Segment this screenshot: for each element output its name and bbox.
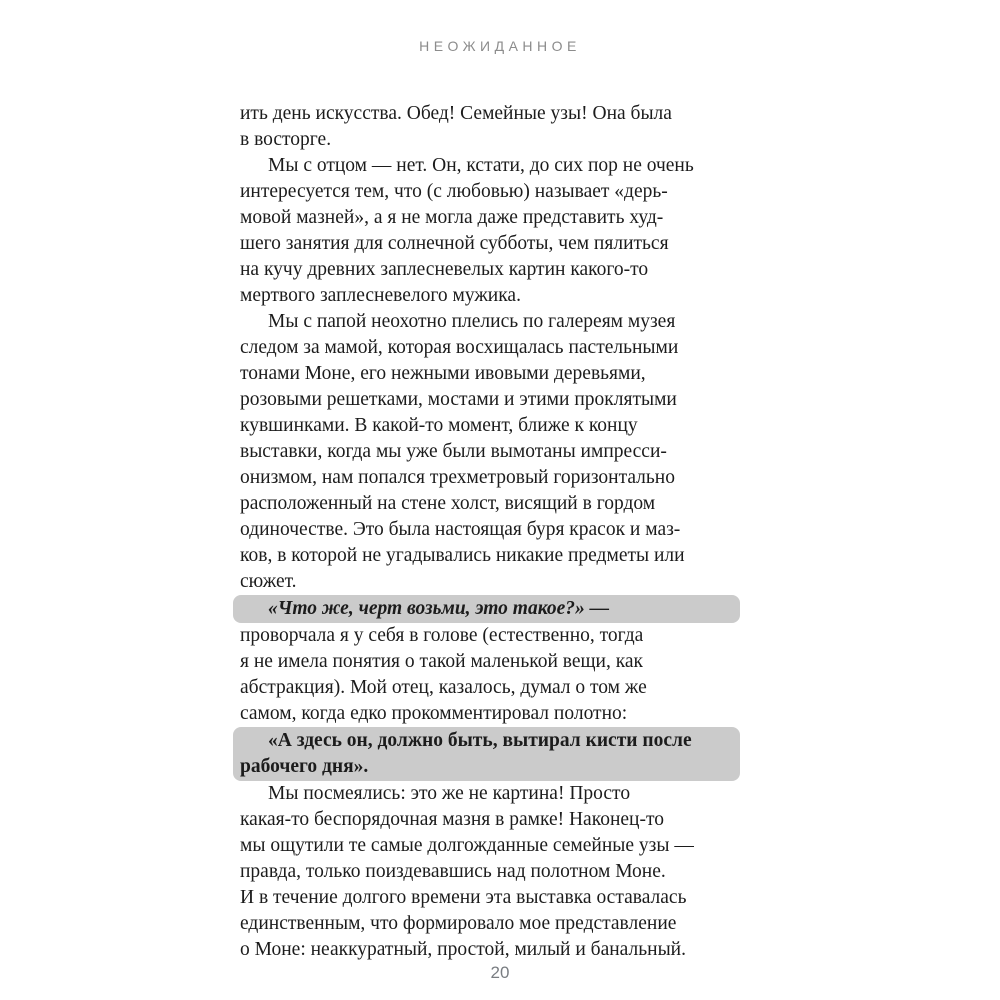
text-line: шего занятия для солнечной субботы, чем пялиться: [240, 233, 669, 254]
text-line: выставки, когда мы уже были вымотаны импресси-: [240, 441, 667, 462]
text-line: Мы с папой неохотно плелись по галереям музея: [268, 311, 676, 332]
text-line: абстракция). Мой отец, казалось, думал о том же: [240, 677, 647, 698]
text-line: Мы посмеялись: это же не картина! Просто: [268, 783, 631, 804]
paragraph: [240, 623, 770, 727]
text-line: я не имела понятия о такой маленькой вещи, как: [240, 651, 644, 672]
text-line: ков, в которой не угадывались никакие предметы или: [240, 545, 685, 566]
text-line: сюжет.: [240, 571, 297, 592]
text-line: мы ощутили те самые долгожданные семейные узы —: [240, 835, 694, 856]
text-line: кувшинками. В какой-то момент, ближе к концу: [240, 415, 638, 436]
text-line: интересуется тем, что (с любовью) называет «дерь-: [240, 181, 668, 202]
quote-highlight-block: [233, 727, 740, 781]
quote-highlight-block: [233, 595, 740, 623]
text-line: рабочего дня».: [240, 756, 369, 777]
text-line: «Что же, черт возьми, это такое?» —: [268, 598, 610, 619]
text-line: мертвого заплесневелого мужика.: [240, 285, 521, 306]
text-line: о Моне: неаккуратный, простой, милый и банальный.: [240, 939, 686, 960]
running-header: НЕОЖИДАННОЕ: [419, 38, 581, 54]
text-line: в восторге.: [240, 129, 332, 150]
text-line: следом за мамой, которая восхищалась пастельными: [240, 337, 679, 358]
text-line: Мы с отцом — нет. Он, кстати, до сих пор не очень: [268, 155, 694, 176]
text-line: проворчала я у себя в голове (естественно, тогда: [240, 625, 644, 646]
paragraph: [240, 309, 770, 595]
text-line: единственным, что формировало мое представление: [240, 913, 677, 934]
text-line: какая-то беспорядочная мазня в рамке! Наконец-то: [240, 809, 664, 830]
text-line: правда, только поиздевавшись над полотном Моне.: [240, 861, 666, 882]
paragraph: [240, 101, 770, 153]
text-line: мовой мазней», а я не могла даже представить худ-: [240, 207, 664, 228]
text-line: розовыми решетками, мостами и этими проклятыми: [240, 389, 677, 410]
text-line: самом, когда едко прокомментировал полотно:: [240, 703, 628, 724]
body-text-column: [240, 101, 770, 963]
paragraph: [240, 153, 770, 309]
page-number: 20: [490, 963, 510, 982]
text-line: «А здесь он, должно быть, вытирал кисти после: [268, 730, 692, 751]
text-line: онизмом, нам попался трехметровый горизонтально: [240, 467, 675, 488]
paragraph: [240, 781, 770, 963]
text-line: И в течение долгого времени эта выставка оставалась: [240, 887, 687, 908]
text-line: тонами Моне, его нежными ивовыми деревьями,: [240, 363, 646, 384]
text-line: расположенный на стене холст, висящий в гордом: [240, 493, 656, 514]
text-line: одиночестве. Это была настоящая буря красок и маз-: [240, 519, 681, 540]
text-line: ить день искусства. Обед! Семейные узы! Она была: [240, 103, 672, 124]
text-line: на кучу древних заплесневелых картин какого-то: [240, 259, 649, 280]
